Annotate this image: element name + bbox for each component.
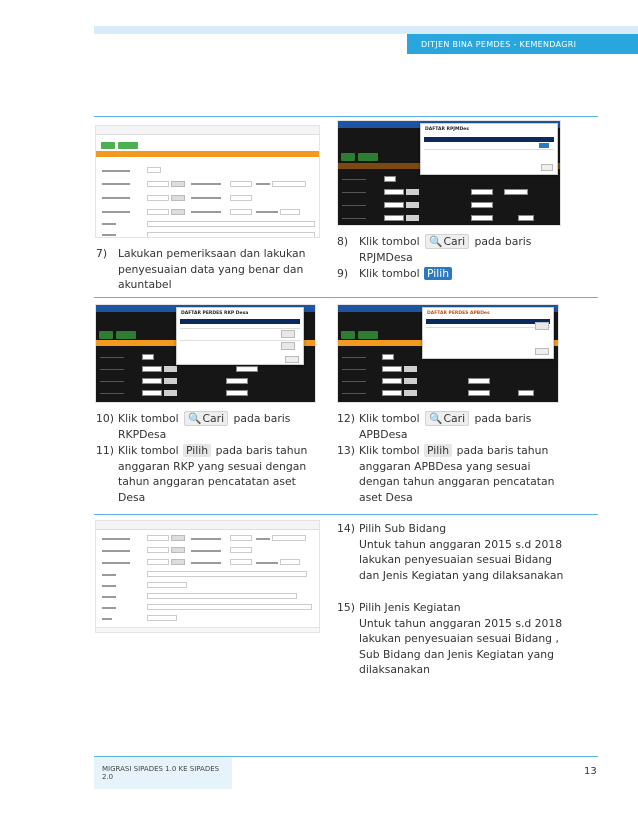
cari-button-inline: 🔍 Cari (425, 234, 469, 249)
footer-doc-title: MIGRASI SIPADES 1.0 KE SIPADES 2.0 (94, 757, 232, 789)
pilih-button-inline: Pilih (424, 267, 452, 280)
step-13: 13) Klik tombol Pilih pada baris tahun anggaran APBDesa yang sesuai dengan tahun anggaran pencatatan aset Desa (337, 444, 555, 504)
step-10: 10) Klik tombol 🔍 Cari pada baris RKPDesa (96, 412, 291, 441)
screenshot-rpjm-modal: DAFTAR RPJMDes (337, 120, 561, 226)
screenshot-apb-modal: DAFTAR PERDES APBDes (337, 304, 559, 403)
step-8: 8) Klik tombol 🔍 Cari pada baris RPJMDesa (337, 235, 532, 264)
header-bar (94, 26, 638, 34)
divider (94, 297, 598, 298)
divider (94, 514, 598, 515)
cari-button-inline: 🔍 Cari (184, 411, 228, 426)
screenshot-form-subbidang (95, 520, 320, 633)
search-icon: 🔍 (188, 412, 202, 425)
page-number: 13 (584, 766, 597, 777)
pilih-button-inline: Pilih (183, 444, 211, 457)
screenshot-rkp-modal: DAFTAR PERDES RKP Desa (95, 304, 316, 403)
step-15: 15) Pilih Jenis Kegiatan Untuk tahun anggaran 2015 s.d 2018 lakukan penyesuaian sesuai Bidang , Sub Bidang dan Jenis Kegiatan yang dilaksanakan (337, 601, 563, 676)
search-icon: 🔍 (429, 412, 443, 425)
step-14: 14) Pilih Sub Bidang Untuk tahun anggaran 2015 s.d 2018 lakukan penyesuaian sesuai Bidang dan Jenis Kegiatan yang dilaksanakan (337, 522, 564, 582)
step-7: 7) Lakukan pemeriksaan dan lakukan penyesuaian data yang benar dan akuntabel (96, 247, 306, 291)
cari-button-inline: 🔍 Cari (425, 411, 469, 426)
step-9: 9) Klik tombol Pilih (337, 266, 567, 282)
header-title: DITJEN BINA PEMDES - KEMENDAGRI (407, 34, 638, 54)
search-icon: 🔍 (429, 235, 443, 248)
pilih-button-inline: Pilih (424, 444, 452, 457)
step-12: 12) Klik tombol 🔍 Cari pada baris APBDesa (337, 412, 532, 441)
step-11: 11) Klik tombol Pilih pada baris tahun anggaran RKP yang sesuai dengan tahun anggaran pencatatan aset Desa (96, 444, 308, 504)
screenshot-form-rpjm (95, 125, 320, 238)
divider (94, 116, 598, 117)
